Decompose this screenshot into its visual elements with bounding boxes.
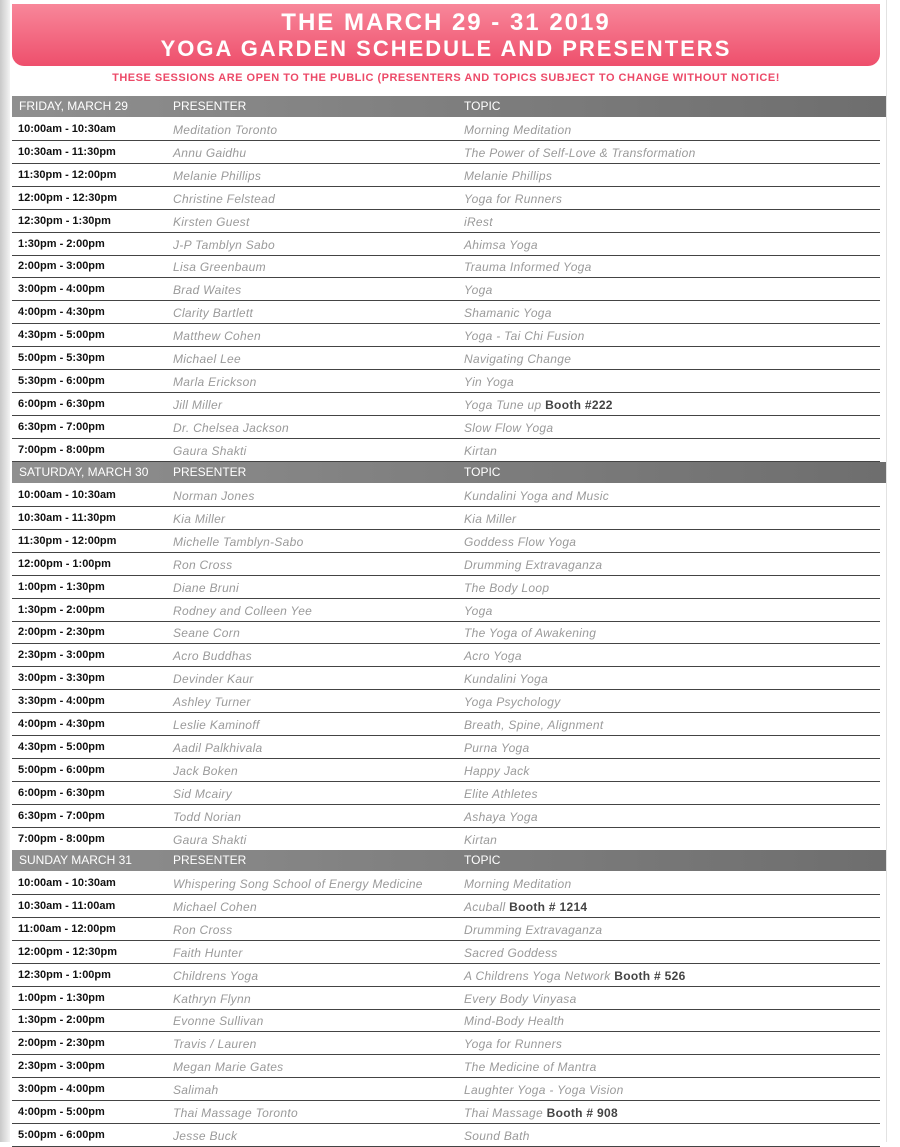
session-topic-text: Shamanic Yoga xyxy=(464,306,552,321)
session-time: 3:00pm - 3:30pm xyxy=(18,672,105,685)
session-topic xyxy=(464,535,576,549)
session-time: 5:00pm - 6:00pm xyxy=(18,1128,105,1141)
session-time: 5:30pm - 6:00pm xyxy=(18,374,105,387)
session-presenter: Gaura Shakti xyxy=(173,443,247,458)
session-time: 11:30pm - 12:00pm xyxy=(18,168,117,181)
session-time: 1:00pm - 1:30pm xyxy=(18,580,105,593)
session-topic xyxy=(464,306,552,320)
schedule-row xyxy=(12,805,880,828)
session-topic xyxy=(464,810,538,824)
schedule-row xyxy=(12,164,880,187)
session-presenter: Ashley Turner xyxy=(173,695,251,710)
session-topic xyxy=(464,604,493,618)
schedule-row xyxy=(12,255,880,278)
session-time: 7:00pm - 8:00pm xyxy=(18,443,105,456)
session-topic-text: Sound Bath xyxy=(464,1128,530,1143)
session-presenter: Kirsten Guest xyxy=(173,214,250,229)
session-topic xyxy=(464,923,602,937)
schedule-row xyxy=(12,118,880,141)
session-presenter: Todd Norian xyxy=(173,809,242,824)
session-topic-text: Yoga Psychology xyxy=(464,695,561,710)
session-topic-text: Ahimsa Yoga xyxy=(464,237,538,252)
session-topic-text: Yoga xyxy=(464,603,493,618)
session-presenter: Annu Gaidhu xyxy=(173,145,247,160)
session-time: 3:00pm - 4:00pm xyxy=(18,283,105,296)
session-topic-text: Yoga Tune up xyxy=(464,397,542,412)
session-presenter: Kathryn Flynn xyxy=(173,991,251,1006)
session-topic-text: Kundalini Yoga and Music xyxy=(464,489,610,503)
session-presenter: Kia Miller xyxy=(173,511,226,526)
day-header xyxy=(12,462,886,483)
session-time: 10:30am - 11:00am xyxy=(18,899,116,912)
schedule-row xyxy=(12,1032,880,1055)
session-topic xyxy=(464,398,613,412)
schedule-row xyxy=(12,301,880,324)
session-topic xyxy=(464,283,493,297)
session-topic xyxy=(464,421,553,435)
session-topic-text: Thai Massage xyxy=(464,1106,543,1120)
day-header xyxy=(12,850,886,871)
schedule-row xyxy=(12,782,880,805)
session-time: 10:00am - 10:30am xyxy=(18,877,116,889)
session-topic xyxy=(464,1106,618,1120)
topic-column-header: TOPIC xyxy=(464,853,501,867)
session-presenter: Ron Cross xyxy=(173,922,233,937)
schedule-row xyxy=(12,1055,880,1078)
session-topic-text: Every Body Vinyasa xyxy=(464,991,577,1006)
schedule-row xyxy=(12,599,880,622)
session-topic-text: Yin Yoga xyxy=(464,374,515,389)
presenter-column-header: PRESENTER xyxy=(173,465,247,479)
session-time: 4:30pm - 5:00pm xyxy=(18,740,105,753)
presenter-column-header: PRESENTER xyxy=(173,853,247,867)
session-topic xyxy=(464,352,571,366)
session-time: 2:30pm - 3:00pm xyxy=(18,649,105,662)
schedule-row xyxy=(12,918,880,941)
session-presenter: Michael Lee xyxy=(173,352,242,366)
session-topic-text: Purna Yoga xyxy=(464,740,530,755)
session-time: 1:00pm - 1:30pm xyxy=(18,991,105,1004)
session-topic-text: Kundalini Yoga xyxy=(464,672,549,687)
schedule-row xyxy=(12,895,880,918)
session-presenter: Faith Hunter xyxy=(173,945,243,960)
session-topic xyxy=(464,1083,624,1097)
session-presenter: Matthew Cohen xyxy=(173,329,261,344)
session-time: 3:30pm - 4:00pm xyxy=(18,695,105,708)
session-topic-text: Breath, Spine, Alignment xyxy=(464,718,604,732)
session-topic xyxy=(464,123,571,137)
session-presenter: Diane Bruni xyxy=(173,580,240,595)
session-presenter: Michael Cohen xyxy=(173,899,257,914)
booth-number: Booth # 526 xyxy=(614,968,686,983)
schedule-row xyxy=(12,713,880,736)
session-topic xyxy=(464,741,530,755)
schedule-row xyxy=(12,484,880,507)
session-time: 12:00pm - 12:30pm xyxy=(18,191,118,204)
session-presenter: Salimah xyxy=(173,1083,219,1098)
topic-column-header: TOPIC xyxy=(464,465,501,479)
schedule-row xyxy=(12,964,880,987)
session-topic xyxy=(464,329,585,343)
session-topic-text: Yoga for Runners xyxy=(464,1037,563,1052)
session-time: 4:00pm - 4:30pm xyxy=(18,718,105,730)
schedule-row xyxy=(12,1124,880,1147)
session-time: 2:00pm - 2:30pm xyxy=(18,626,105,639)
session-topic-text: Navigating Change xyxy=(464,352,572,366)
session-topic-text: Morning Meditation xyxy=(464,877,572,891)
session-topic xyxy=(464,969,686,983)
booth-number: Booth # 1214 xyxy=(509,899,588,914)
session-presenter: Gaura Shakti xyxy=(173,832,247,847)
session-topic-text: Slow Flow Yoga xyxy=(464,420,554,435)
schedule-row xyxy=(12,530,880,553)
session-presenter: Melanie Phillips xyxy=(173,168,262,183)
session-topic-text: Kia Miller xyxy=(464,511,517,526)
session-topic xyxy=(464,833,497,847)
session-time: 2:00pm - 2:30pm xyxy=(18,1037,105,1050)
session-presenter: Leslie Kaminoff xyxy=(173,718,260,732)
session-topic-text: Acro Yoga xyxy=(464,649,522,664)
session-topic-text: Drumming Extravaganza xyxy=(464,922,603,937)
session-presenter: Jack Boken xyxy=(173,763,239,778)
session-presenter: J-P Tamblyn Sabo xyxy=(173,237,275,252)
session-topic-text: The Yoga of Awakening xyxy=(464,626,597,641)
session-presenter: Devinder Kaur xyxy=(173,672,254,687)
session-topic-text: Melanie Phillips xyxy=(464,168,553,183)
schedule-row xyxy=(12,278,880,301)
session-topic-text: Kirtan xyxy=(464,832,498,847)
session-presenter: Travis / Lauren xyxy=(173,1037,257,1052)
schedule-row xyxy=(12,987,880,1010)
session-topic-text: Morning Meditation xyxy=(464,123,572,137)
session-topic-text: Drumming Extravaganza xyxy=(464,557,603,572)
session-topic xyxy=(464,900,587,914)
title-banner xyxy=(12,4,880,66)
session-topic-text: Kirtan xyxy=(464,443,498,458)
session-presenter: Lisa Greenbaum xyxy=(173,260,266,275)
session-topic-text: Elite Athletes xyxy=(464,786,538,801)
session-topic-text: Yoga xyxy=(464,283,493,298)
session-presenter: Seane Corn xyxy=(173,626,241,641)
session-time: 2:00pm - 3:00pm xyxy=(18,260,105,273)
session-time: 5:00pm - 5:30pm xyxy=(18,352,105,364)
session-topic xyxy=(464,787,538,801)
schedule-row xyxy=(12,507,880,530)
session-presenter: Clarity Bartlett xyxy=(173,306,254,321)
presenter-column-header: PRESENTER xyxy=(173,99,247,113)
schedule-row xyxy=(12,393,880,416)
session-topic xyxy=(464,992,577,1006)
schedule-row xyxy=(12,347,880,370)
session-presenter: Jill Miller xyxy=(173,397,223,412)
session-topic xyxy=(464,238,538,252)
session-topic-text: Sacred Goddess xyxy=(464,945,558,960)
session-time: 4:30pm - 5:00pm xyxy=(18,329,105,342)
topic-column-header: TOPIC xyxy=(464,99,501,113)
session-topic xyxy=(464,169,552,183)
schedule-row xyxy=(12,576,880,599)
session-topic xyxy=(464,1014,564,1028)
session-time: 4:00pm - 4:30pm xyxy=(18,306,105,319)
schedule-row xyxy=(12,187,880,210)
session-time: 10:30am - 11:30pm xyxy=(18,145,116,158)
session-presenter: Norman Jones xyxy=(173,489,255,503)
session-presenter: Meditation Toronto xyxy=(173,123,278,137)
schedule-row xyxy=(12,759,880,782)
session-topic-text: The Body Loop xyxy=(464,580,550,595)
session-presenter: Evonne Sullivan xyxy=(173,1014,264,1029)
session-topic xyxy=(464,375,514,389)
session-topic xyxy=(464,512,516,526)
session-time: 10:00am - 10:30am xyxy=(18,489,116,501)
session-presenter: Megan Marie Gates xyxy=(173,1060,284,1075)
session-presenter: Rodney and Colleen Yee xyxy=(173,603,313,618)
session-presenter: Christine Felstead xyxy=(173,191,276,206)
schedule-row xyxy=(12,324,880,347)
session-time: 6:30pm - 7:00pm xyxy=(18,809,105,822)
day-label: SATURDAY, MARCH 30 xyxy=(19,465,149,479)
session-topic xyxy=(464,764,530,778)
schedule-row xyxy=(12,370,880,393)
session-time: 7:00pm - 8:00pm xyxy=(18,832,105,845)
session-presenter: Aadil Palkhivala xyxy=(173,740,263,755)
session-topic-text: Mind-Body Health xyxy=(464,1014,565,1029)
session-time: 11:30pm - 12:00pm xyxy=(18,534,117,547)
session-time: 6:30pm - 7:00pm xyxy=(18,420,105,433)
session-topic-text: Happy Jack xyxy=(464,763,530,778)
session-time: 12:30pm - 1:00pm xyxy=(18,968,111,981)
session-presenter: Thai Massage Toronto xyxy=(173,1106,298,1120)
day-header xyxy=(12,96,886,117)
session-topic xyxy=(464,558,602,572)
session-topic-text: A Childrens Yoga Network xyxy=(464,968,611,983)
session-topic xyxy=(464,489,609,503)
session-topic-text: Yoga for Runners xyxy=(464,191,563,206)
schedule-row xyxy=(12,828,880,851)
session-time: 2:30pm - 3:00pm xyxy=(18,1060,105,1073)
session-time: 6:00pm - 6:30pm xyxy=(18,397,105,410)
session-topic xyxy=(464,260,592,274)
page-right-border xyxy=(886,0,887,1142)
session-topic-text: Yoga - Tai Chi Fusion xyxy=(464,329,585,344)
page-subtitle-heading: YOGA GARDEN SCHEDULE AND PRESENTERS xyxy=(160,36,732,61)
public-notice: THESE SESSIONS ARE OPEN TO THE PUBLIC (PRESENTERS AND TOPICS SUBJECT TO CHANGE WITHOUT NOTICE! xyxy=(112,72,780,84)
session-presenter: Dr. Chelsea Jackson xyxy=(173,420,289,435)
session-topic xyxy=(464,877,571,891)
session-time: 1:30pm - 2:00pm xyxy=(18,603,105,616)
schedule-row xyxy=(12,1078,880,1101)
session-topic xyxy=(464,626,596,640)
schedule-row xyxy=(12,872,880,895)
page-title: THE MARCH 29 - 31 2019 xyxy=(281,9,611,36)
session-time: 6:00pm - 6:30pm xyxy=(18,786,105,799)
booth-number: Booth # 908 xyxy=(546,1106,618,1120)
schedule-row xyxy=(12,736,880,759)
schedule-row xyxy=(12,1009,880,1032)
session-time: 4:00pm - 5:00pm xyxy=(18,1106,105,1118)
session-time: 12:00pm - 12:30pm xyxy=(18,945,118,958)
session-presenter: Whispering Song School of Energy Medicine xyxy=(173,877,423,891)
session-presenter: Childrens Yoga xyxy=(173,968,259,983)
session-topic xyxy=(464,695,561,709)
schedule-row xyxy=(12,553,880,576)
session-topic xyxy=(464,581,549,595)
session-time: 12:00pm - 1:00pm xyxy=(18,557,111,570)
session-topic xyxy=(464,1060,597,1074)
session-presenter: Brad Waites xyxy=(173,283,242,298)
schedule-row xyxy=(12,233,880,256)
session-topic xyxy=(464,946,558,960)
session-topic xyxy=(464,444,497,458)
session-topic-text: Trauma Informed Yoga xyxy=(464,260,592,275)
day-label: FRIDAY, MARCH 29 xyxy=(19,99,128,113)
session-topic-text: Acuball xyxy=(464,899,506,914)
session-topic-text: iRest xyxy=(464,214,493,229)
session-topic-text: The Power of Self-Love & Transformation xyxy=(464,145,696,160)
session-topic-text: The Medicine of Mantra xyxy=(464,1060,597,1075)
schedule-row xyxy=(12,439,880,462)
schedule-row xyxy=(12,210,880,233)
schedule-row xyxy=(12,1101,880,1124)
page-edge-shadow xyxy=(0,0,10,1142)
schedule-row xyxy=(12,690,880,713)
schedule-row xyxy=(12,644,880,667)
session-topic xyxy=(464,649,522,663)
session-topic xyxy=(464,672,548,686)
session-topic xyxy=(464,192,562,206)
session-topic xyxy=(464,1037,562,1051)
session-time: 3:00pm - 4:00pm xyxy=(18,1083,105,1096)
schedule-row xyxy=(12,621,880,644)
schedule-row xyxy=(12,416,880,439)
session-topic xyxy=(464,215,493,229)
session-topic-text: Goddess Flow Yoga xyxy=(464,534,577,549)
session-topic-text: Laughter Yoga - Yoga Vision xyxy=(464,1083,624,1098)
session-time: 1:30pm - 2:00pm xyxy=(18,1014,105,1027)
schedule-row xyxy=(12,141,880,164)
session-topic xyxy=(464,718,604,732)
session-time: 10:00am - 10:30am xyxy=(18,123,116,135)
session-presenter: Acro Buddhas xyxy=(173,649,252,664)
session-presenter: Sid Mcairy xyxy=(173,786,233,801)
session-presenter: Marla Erickson xyxy=(173,374,257,389)
session-time: 12:30pm - 1:30pm xyxy=(18,214,111,227)
session-time: 11:00am - 12:00pm xyxy=(18,922,116,935)
day-label: SUNDAY MARCH 31 xyxy=(19,853,132,867)
session-topic xyxy=(464,146,696,160)
session-presenter: Jesse Buck xyxy=(173,1128,238,1143)
session-topic-text: Ashaya Yoga xyxy=(464,809,538,824)
session-presenter: Michelle Tamblyn-Sabo xyxy=(173,534,304,549)
schedule-row xyxy=(12,941,880,964)
session-presenter: Ron Cross xyxy=(173,557,233,572)
session-time: 1:30pm - 2:00pm xyxy=(18,237,105,250)
session-topic xyxy=(464,1129,530,1143)
booth-number: Booth #222 xyxy=(545,397,613,412)
session-time: 10:30am - 11:30pm xyxy=(18,511,116,524)
session-time: 5:00pm - 6:00pm xyxy=(18,763,105,776)
schedule-row xyxy=(12,667,880,690)
